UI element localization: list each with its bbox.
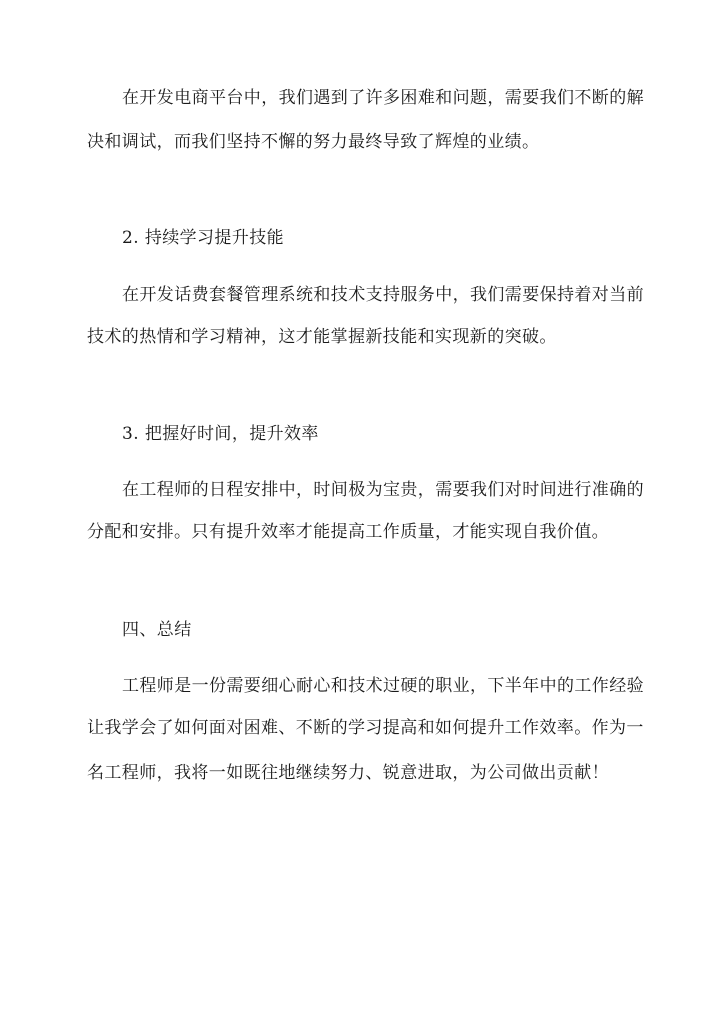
paragraph-2-line-2: 技术的热情和学习精神，这才能掌握新技能和实现新的突破。 [87,327,557,347]
paragraph-1-line-2: 决和调试，而我们坚持不懈的努力最终导致了辉煌的业绩。 [87,132,540,152]
section-heading-2: 2. 持续学习提升技能 [122,228,285,248]
paragraph-4-line-2: 让我学会了如何面对困难、不断的学习提高和如何提升工作效率。作为一 [87,718,644,738]
section-heading-3: 3. 把握好时间，提升效率 [122,424,319,444]
paragraph-1-line-1: 在开发电商平台中，我们遇到了许多困难和问题，需要我们不断的解 [122,88,644,108]
section-heading-4: 四、总结 [122,620,192,640]
paragraph-4-line-3: 名工程师，我将一如既往地继续努力、锐意进取，为公司做出贡献！ [87,763,609,783]
paragraph-2-line-1: 在开发话费套餐管理系统和技术支持服务中，我们需要保持着对当前 [122,285,644,305]
paragraph-4-line-1: 工程师是一份需要细心耐心和技术过硬的职业，下半年中的工作经验 [122,676,644,696]
paragraph-3-line-2: 分配和安排。只有提升效率才能提高工作质量，才能实现自我价值。 [87,522,609,542]
paragraph-3-line-1: 在工程师的日程安排中，时间极为宝贵，需要我们对时间进行准确的 [122,480,644,500]
